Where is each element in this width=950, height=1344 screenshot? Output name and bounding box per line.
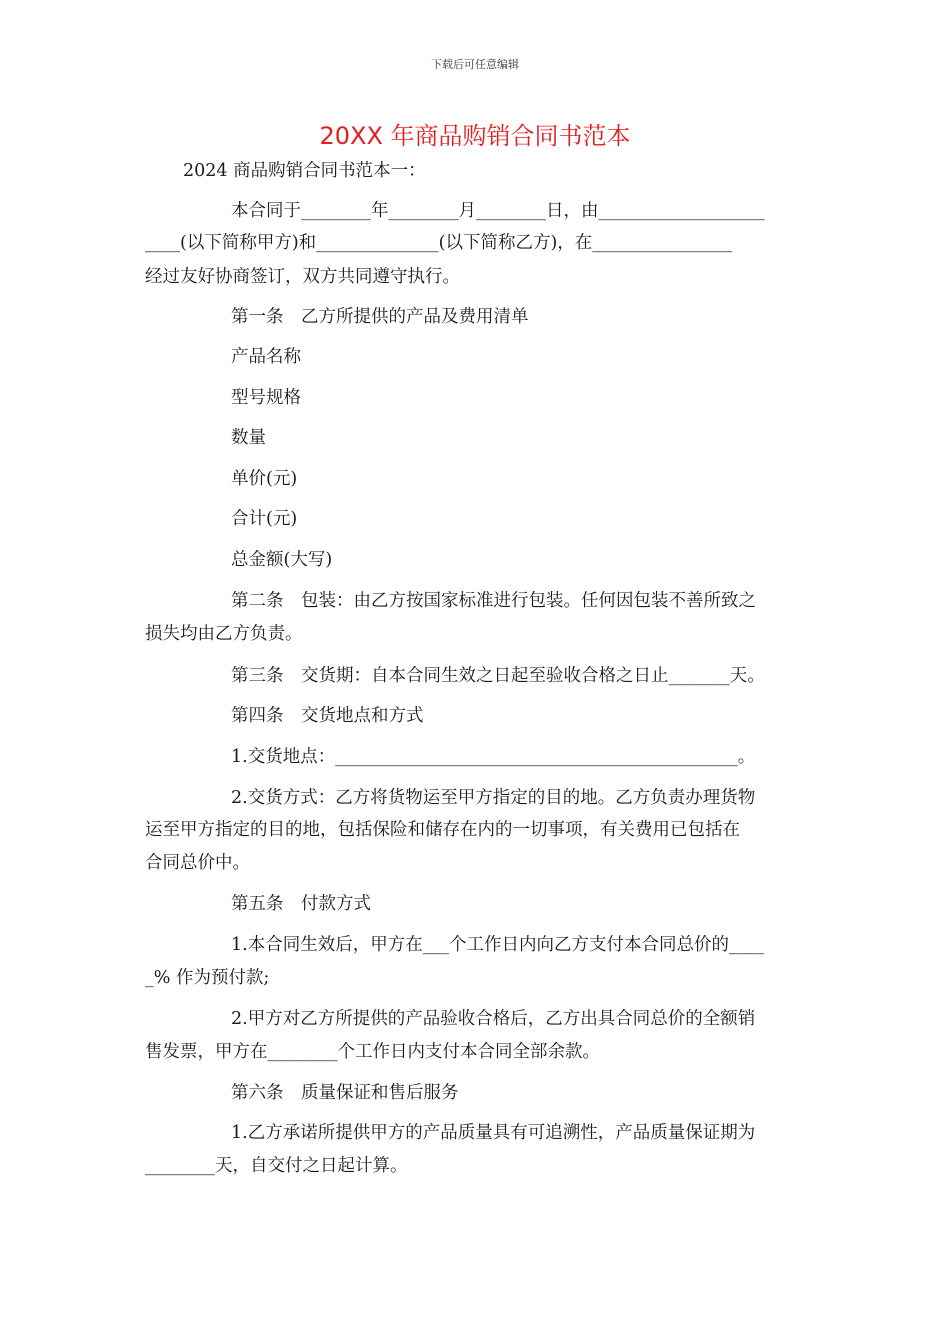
article-5-item-2-line-2: 售发票，甲方在________个工作日内支付本合同全部余款。	[145, 1042, 600, 1062]
article-4-item-2-line-2: 运至甲方指定的目的地，包括保险和储存在内的一切事项，有关费用已包括在	[145, 820, 740, 840]
list-item-total-amount: 总金额(大写)	[231, 550, 333, 570]
intro-line: 2024 商品购销合同书范本一：	[183, 161, 426, 181]
article-5-item-2-line-1: 2.甲方对乙方所提供的产品验收合格后，乙方出具合同总价的全额销	[231, 1009, 756, 1029]
list-item-model-spec: 型号规格	[231, 388, 301, 408]
article-2-line-1: 第二条 包装：由乙方按国家标准进行包装。任何因包装不善所致之	[231, 591, 756, 611]
article-4-item-1: 1.交货地点：______________________________________________。	[231, 747, 756, 767]
list-item-quantity: 数量	[231, 428, 266, 448]
list-item-product-name: 产品名称	[231, 347, 301, 367]
paragraph-1-line-2: ____(以下简称甲方)和______________(以下简称乙方)，在________________	[145, 233, 733, 253]
article-2-line-2: 损失均由乙方负责。	[145, 624, 303, 644]
article-4-heading: 第四条 交货地点和方式	[231, 706, 424, 726]
article-6-heading: 第六条 质量保证和售后服务	[231, 1083, 459, 1103]
article-5-item-1-line-2: _% 作为预付款;	[145, 968, 270, 988]
article-5-item-1-line-1: 1.本合同生效后，甲方在___个工作日内向乙方支付本合同总价的____	[231, 935, 764, 955]
article-3-line: 第三条 交货期：自本合同生效之日起至验收合格之日止_______天。	[231, 666, 765, 686]
article-1-heading: 第一条 乙方所提供的产品及费用清单	[231, 307, 529, 327]
paragraph-1-line-1: 本合同于________年________月________日，由___________________	[231, 201, 765, 221]
article-6-item-1-line-2: ________天，自交付之日起计算。	[145, 1156, 408, 1176]
article-6-item-1-line-1: 1.乙方承诺所提供甲方的产品质量具有可追溯性，产品质量保证期为	[231, 1123, 756, 1143]
paragraph-1-line-3: 经过友好协商签订，双方共同遵守执行。	[145, 267, 460, 287]
document-title: 20XX 年商品购销合同书范本	[319, 122, 631, 150]
list-item-unit-price: 单价(元)	[231, 469, 298, 489]
article-5-heading: 第五条 付款方式	[231, 894, 371, 914]
article-4-item-2-line-3: 合同总价中。	[145, 853, 250, 873]
article-4-item-2-line-1: 2.交货方式：乙方将货物运至甲方指定的目的地。乙方负责办理货物	[231, 788, 756, 808]
page-header-note: 下载后可任意编辑	[431, 58, 519, 71]
list-item-subtotal: 合计(元)	[231, 509, 298, 529]
